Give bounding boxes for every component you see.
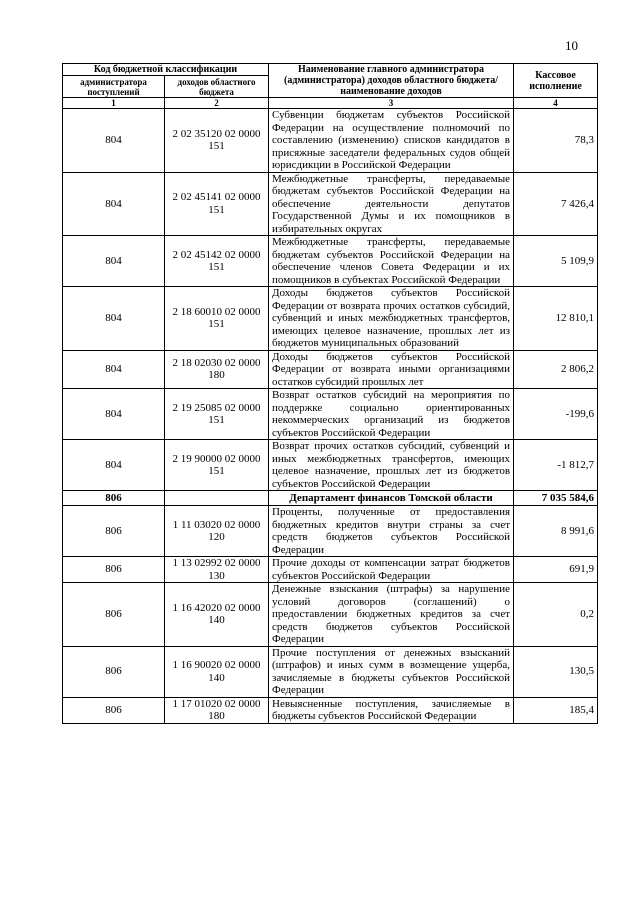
header-number-row	[63, 98, 598, 109]
table-row	[63, 350, 598, 389]
income-code: 2 02 45141 02 0000 151	[165, 172, 269, 236]
section-amount: 7 035 584,6	[514, 491, 598, 506]
admin-code: 806	[63, 646, 165, 697]
amount: 185,4	[514, 697, 598, 723]
income-name: Прочие поступления от денежных взысканий (штрафов) и иных сумм в возмещение ущерба, зачисляемые в бюджеты субъектов Российской Федерации	[269, 646, 514, 697]
admin-code: 806	[63, 583, 165, 647]
header-row	[63, 64, 598, 76]
budget-income-table	[62, 63, 598, 724]
amount: 7 426,4	[514, 172, 598, 236]
table-row	[63, 389, 598, 440]
income-code: 1 16 42020 02 0000 140	[165, 583, 269, 647]
header-col-number: 3	[269, 98, 514, 109]
amount: -1 812,7	[514, 440, 598, 491]
table-row	[63, 236, 598, 287]
income-name: Межбюджетные трансферты, передаваемые бюджетам субъектов Российской Федерации на обеспечение деятельности депутатов Государственной Думы и их помощников в избирательных округах	[269, 172, 514, 236]
table-row	[63, 506, 598, 557]
table-row	[63, 583, 598, 647]
admin-code: 806	[63, 557, 165, 583]
admin-code: 804	[63, 236, 165, 287]
admin-code: 806	[63, 697, 165, 723]
income-code: 2 02 35120 02 0000 151	[165, 109, 269, 173]
income-code: 2 19 90000 02 0000 151	[165, 440, 269, 491]
amount: 691,9	[514, 557, 598, 583]
income-name: Доходы бюджетов субъектов Российской Федерации от возврата прочих остатков субсидий, субвенций и иных межбюджетных трансфертов, имеющих целевое назначение, прошлых лет из бюджетов муниципальных образований	[269, 287, 514, 351]
admin-code: 804	[63, 350, 165, 389]
income-code: 1 16 90020 02 0000 140	[165, 646, 269, 697]
admin-code: 804	[63, 287, 165, 351]
income-code	[165, 491, 269, 506]
table-row	[63, 440, 598, 491]
income-code: 1 17 01020 02 0000 180	[165, 697, 269, 723]
table-row	[63, 697, 598, 723]
amount: 130,5	[514, 646, 598, 697]
amount: -199,6	[514, 389, 598, 440]
amount: 0,2	[514, 583, 598, 647]
header-admin-col: администратора поступлений	[63, 76, 165, 98]
header-administrator-name: Наименование главного администратора (администратора) доходов областного бюджета/ наименование доходов	[269, 64, 514, 98]
income-name: Возврат прочих остатков субсидий, субвенций и иных межбюджетных трансфертов, имеющих целевое назначение, прошлых лет из бюджетов субъектов Российской Федерации	[269, 440, 514, 491]
table-row	[63, 646, 598, 697]
income-name: Прочие доходы от компенсации затрат бюджетов субъектов Российской Федерации	[269, 557, 514, 583]
amount: 8 991,6	[514, 506, 598, 557]
income-name: Возврат остатков субсидий на мероприятия по поддержке социально ориентированных некоммерческих организаций из бюджетов субъектов Российской Федерации	[269, 389, 514, 440]
income-code: 2 19 25085 02 0000 151	[165, 389, 269, 440]
header-col-number: 1	[63, 98, 165, 109]
income-name: Межбюджетные трансферты, передаваемые бюджетам субъектов Российской Федерации на обеспечение членов Совета Федерации и их помощников в субъектах Российской Федерации	[269, 236, 514, 287]
income-code: 1 11 03020 02 0000 120	[165, 506, 269, 557]
header-classification-code: Код бюджетной классификации	[63, 64, 269, 76]
header-col-number: 2	[165, 98, 269, 109]
income-name: Субвенции бюджетам субъектов Российской Федерации на осуществление полномочий по составлению (изменению) списков кандидатов в присяжные заседатели федеральных судов общей юрисдикции в Российской Федерации	[269, 109, 514, 173]
amount: 78,3	[514, 109, 598, 173]
amount: 5 109,9	[514, 236, 598, 287]
header-cash-execution: Кассовое исполнение	[514, 64, 598, 98]
income-name: Денежные взыскания (штрафы) за нарушение условий договоров (соглашений) о предоставлении бюджетных кредитов за счет средств бюджетов субъектов Российской Федерации	[269, 583, 514, 647]
table-row	[63, 109, 598, 173]
header-col-number: 4	[514, 98, 598, 109]
income-code: 2 18 02030 02 0000 180	[165, 350, 269, 389]
income-name: Невыясненные поступления, зачисляемые в бюджеты субъектов Российской Федерации	[269, 697, 514, 723]
header-income-col: доходов областного бюджета	[165, 76, 269, 98]
income-code: 1 13 02992 02 0000 130	[165, 557, 269, 583]
table-row	[63, 172, 598, 236]
admin-code: 804	[63, 440, 165, 491]
admin-code: 804	[63, 172, 165, 236]
section-title: Департамент финансов Томской области	[269, 491, 514, 506]
page-number: 10	[565, 38, 578, 53]
amount: 12 810,1	[514, 287, 598, 351]
amount: 2 806,2	[514, 350, 598, 389]
admin-code: 806	[63, 506, 165, 557]
admin-code: 804	[63, 109, 165, 173]
table-row	[63, 287, 598, 351]
table-row	[63, 557, 598, 583]
admin-code: 804	[63, 389, 165, 440]
admin-code: 806	[63, 491, 165, 506]
section-row	[63, 491, 598, 506]
income-code: 2 18 60010 02 0000 151	[165, 287, 269, 351]
income-code: 2 02 45142 02 0000 151	[165, 236, 269, 287]
income-name: Доходы бюджетов субъектов Российской Федерации от возврата иными организациями остатков субсидий прошлых лет	[269, 350, 514, 389]
income-name: Проценты, полученные от предоставления бюджетных кредитов внутри страны за счет средств бюджетов субъектов Российской Федерации	[269, 506, 514, 557]
